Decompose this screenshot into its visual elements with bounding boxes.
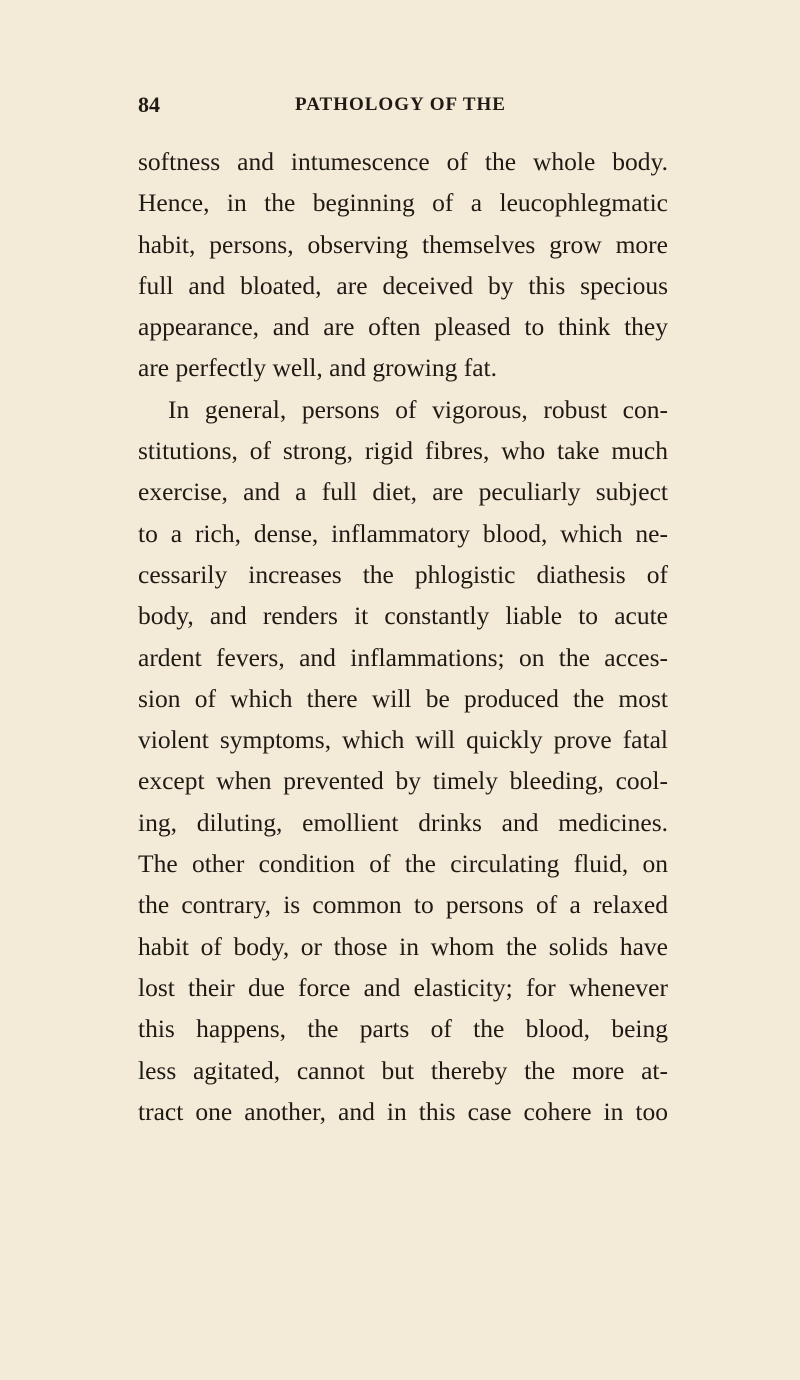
text-line: appearance, and are often pleased to think they: [138, 312, 668, 342]
text-line: body, and renders it constantly liable to acute: [138, 601, 668, 631]
running-title: PATHOLOGY OF THE: [295, 94, 506, 115]
text-line: softness and intumescence of the whole body.: [138, 147, 668, 176]
text-line: lost their due force and elasticity; for whenever: [138, 972, 668, 1002]
text-line: exercise, and a full diet, are peculiarly subject: [138, 477, 668, 507]
text-line: stitutions, of strong, rigid fibres, who take much: [138, 436, 668, 466]
text-line: Hence, in the beginning of a leucophlegmatic: [138, 188, 668, 218]
running-header: [138, 92, 663, 122]
text-line: habit of body, or those in whom the solids have: [138, 931, 668, 961]
paragraph-start-line: In general, persons of vigorous, robust con-: [168, 394, 668, 424]
text-line: ing, diluting, emollient drinks and medicines.: [138, 807, 668, 837]
text-line: cessarily increases the phlogistic diathesis of: [138, 559, 668, 589]
text-line: violent symptoms, which will quickly prove fatal: [138, 725, 668, 755]
text-line: full and bloated, are deceived by this specious: [138, 270, 668, 300]
text-line: sion of which there will be produced the most: [138, 683, 668, 713]
text-line: less agitated, cannot but thereby the more at-: [138, 1055, 668, 1085]
text-line: this happens, the parts of the blood, being: [138, 1014, 668, 1044]
text-line: ardent fevers, and inflammations; on the acces-: [138, 642, 668, 672]
body-text: [138, 141, 668, 1132]
text-line: except when prevented by timely bleeding, cool-: [138, 766, 668, 796]
text-line: habit, persons, observing themselves grow more: [138, 229, 668, 259]
page-number: 84: [138, 92, 160, 117]
text-line: to a rich, dense, inflammatory blood, which ne-: [138, 518, 668, 548]
text-line: tract one another, and in this case cohere in too: [138, 1096, 668, 1126]
text-line: the contrary, is common to persons of a relaxed: [138, 890, 668, 920]
text-line: are perfectly well, and growing fat.: [138, 353, 497, 383]
text-line: The other condition of the circulating fluid, on: [138, 849, 668, 879]
